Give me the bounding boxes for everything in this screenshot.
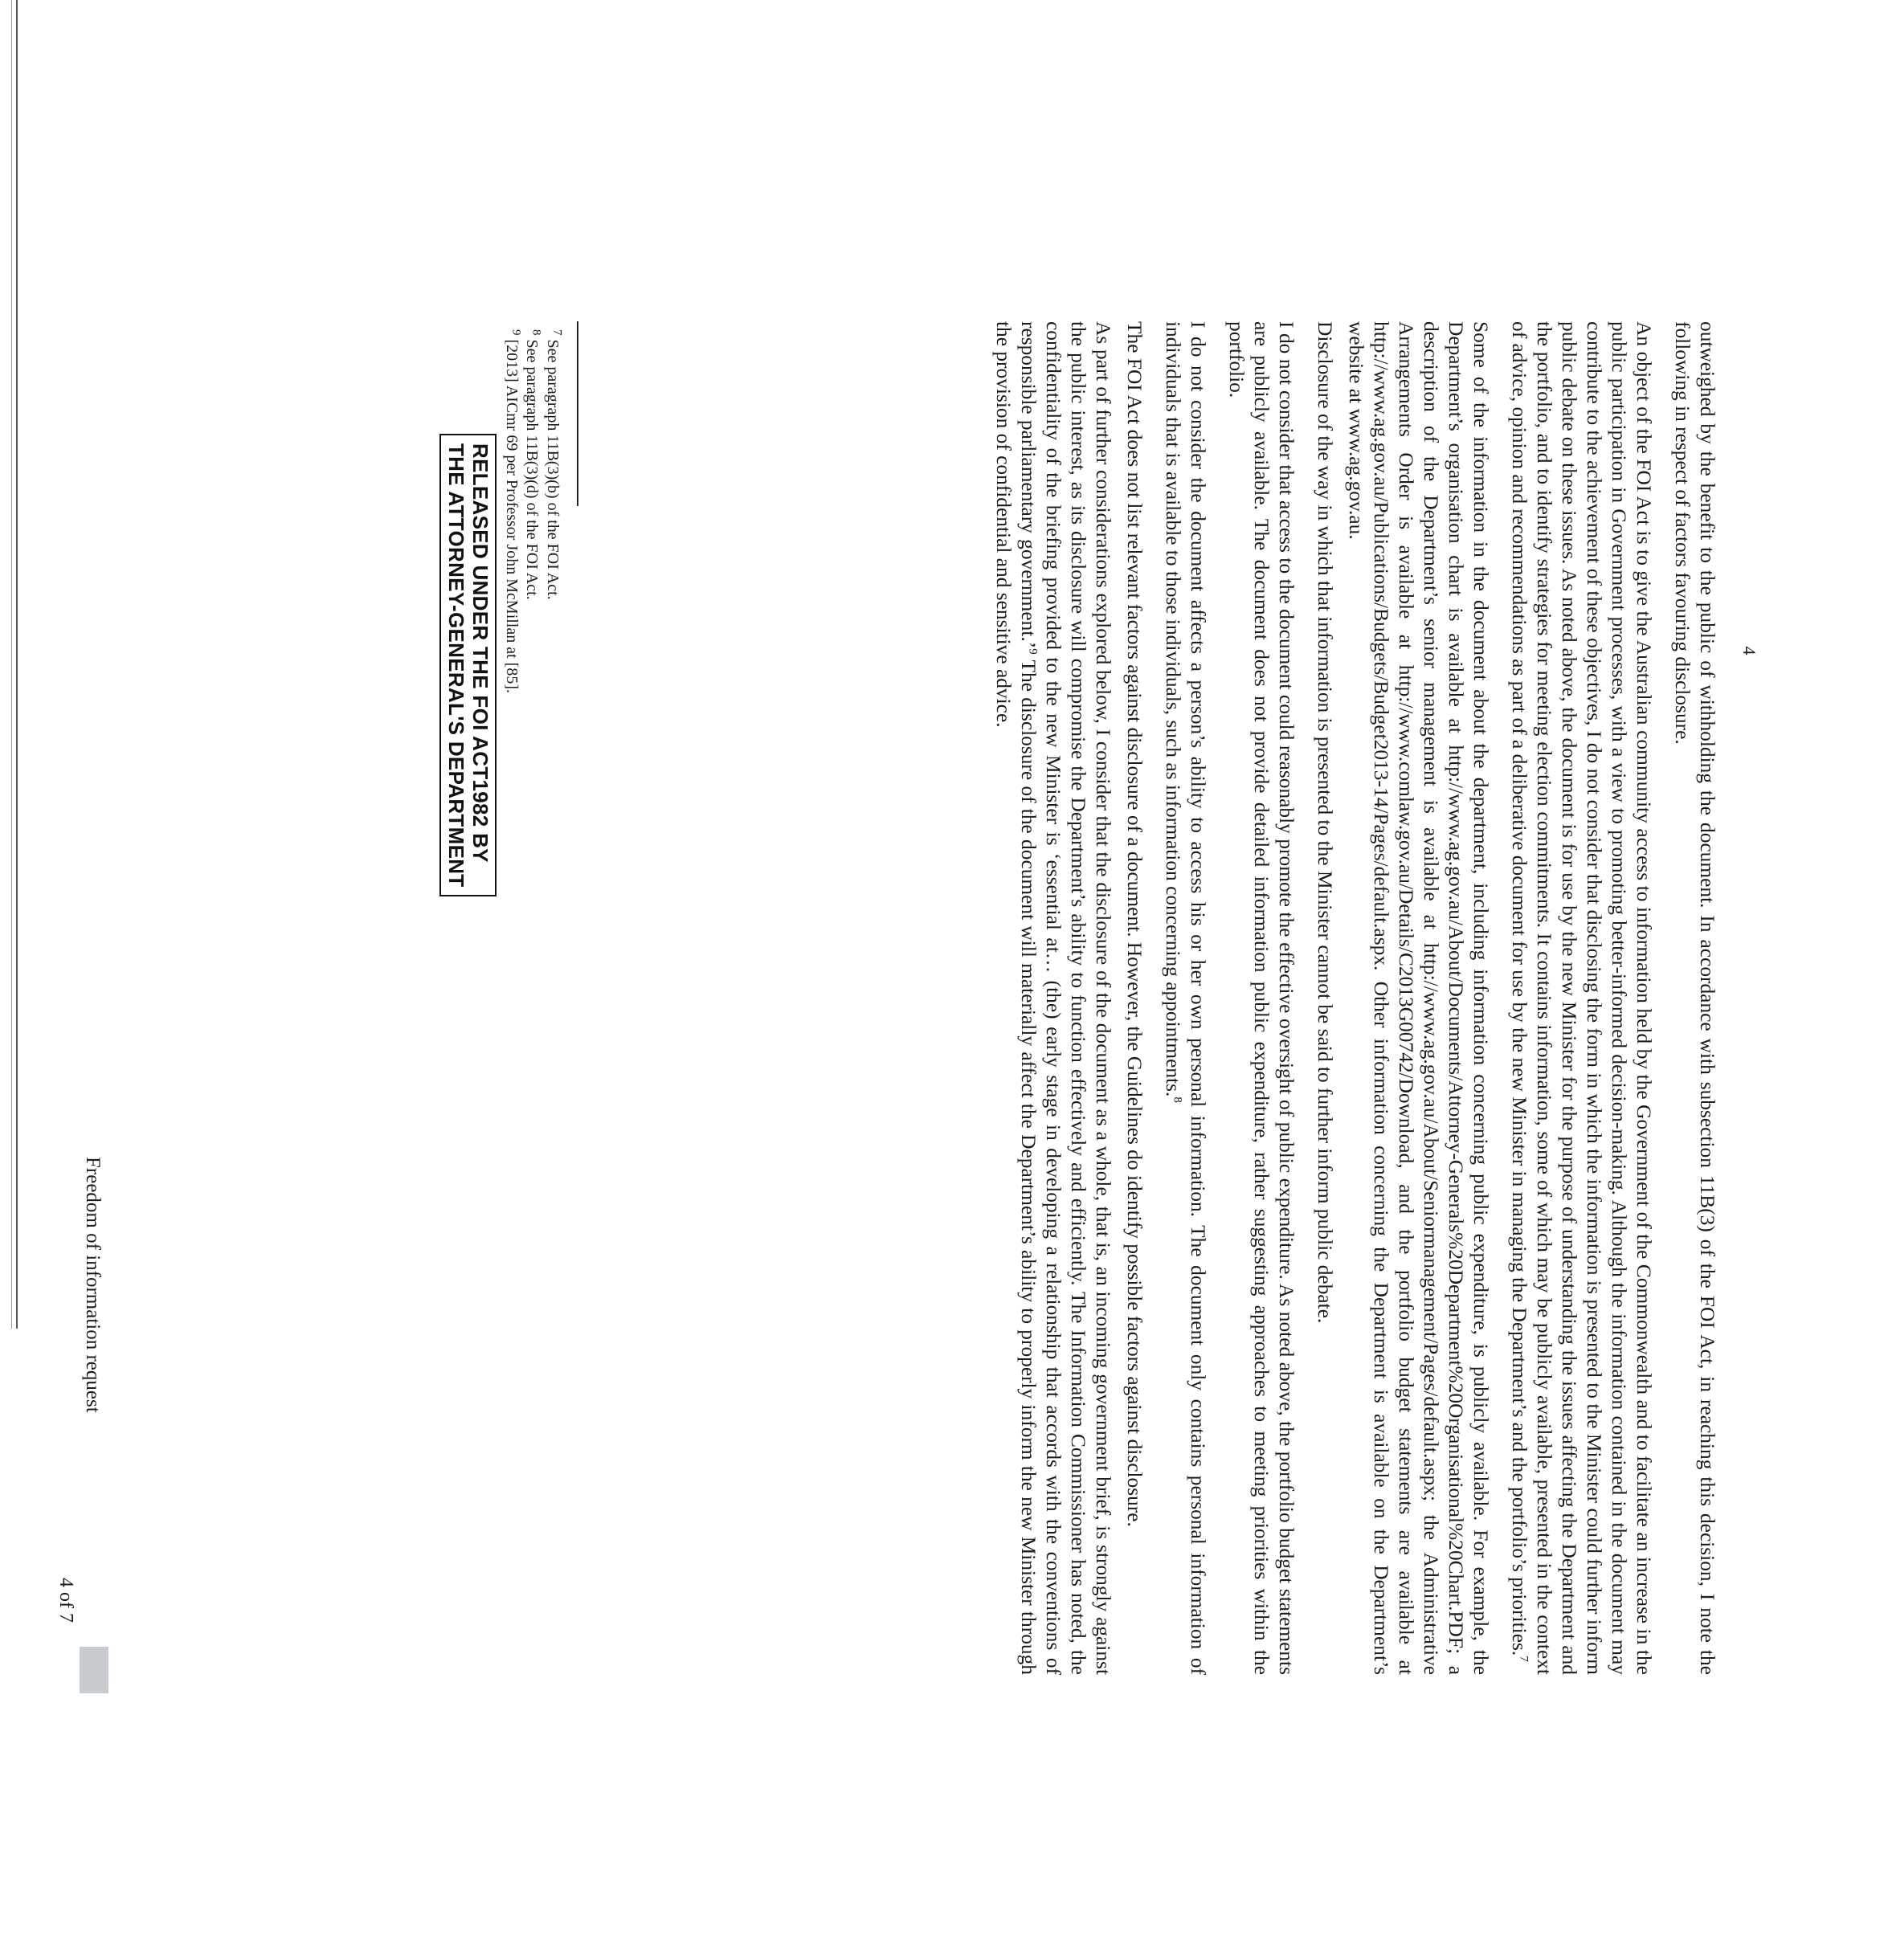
scan-edge-line (11, 0, 12, 1329)
page-number: 4 (1739, 646, 1759, 655)
foi-request-label: Freedom of information request (82, 1157, 104, 1413)
footnote-ref[interactable]: 8 (1171, 1096, 1184, 1103)
footnote-ref[interactable]: 7 (1517, 1656, 1531, 1662)
footnotes (501, 329, 562, 972)
paragraph: outweighed by the benefit to the public of withholding the document. In accordance with subsection 11B(3) of the FOI Act, in reaching this decision, I note the following in respect of factors favouring disclosure. (1671, 321, 1719, 1675)
body-text (977, 321, 1719, 1675)
paragraph: I do not consider the document affects a person’s ability to access his or her own personal information. The document only contains personal information of individuals that is available to those individuals, such as information concerning appointments.$^8$ (1162, 321, 1210, 1675)
paragraph: The FOI Act does not list relevant factors against disclosure of a document. However, the Guidelines do identify possible factors against disclosure. (1123, 321, 1146, 1527)
footnote-ref[interactable]: 9 (1026, 648, 1040, 655)
paragraph: Disclosure of the way in which that information is presented to the Minister cannot be said to further inform public debate. (1314, 321, 1337, 1324)
footnote: $^9$ [2013] AICmr 69 per Professor John McMillan at [85]. (502, 329, 523, 693)
paragraph: Some of the information in the document about the department, including information concerning public expenditure, is publicly available. For example, the Department’s organisation chart is available at http://www.ag.gov.au/About/Documents/Attorney-Generals%20Department%20Organisational%20Chart.PDF; a description of the Department’s senior management is available at http://www.ag.gov.au/About/Seniormanagement/Pages/default.aspx; the Administrative Arrangements Order is available at http://www.comlaw.gov.au/Details/C2013G00742/Download, and the portfolio budget statements are available at http://www.ag.gov.au/Publications/Budgets/Budget2013-14/Pages/default.aspx. Other information concerning the Department is available on the Department’s website at www.ag.gov.au. (1345, 321, 1493, 1675)
paragraph: An object of the FOI Act is to give the Australian community access to information held by the Government of the Commonwealth and to facilitate an increase in the public participation in Government processes, with a view to promoting better-informed decision-making. Although the information contained in the document may contribute to the achievement of these objectives, I do not consider that disclosing the form in which the information is presented to the Minister could further inform public debate on these issues. As noted above, the document is for use by the new Minister for the purpose of understanding the issues affecting the Department and the portfolio, and to identify strategies for meeting election commitments. It contains information, some of which may be publicly available, presented in the context of advice, opinion and recommendations as part of a deliberative document for use by the new Minister in managing the Department’s and the portfolio’s priorities.$^7$ (1508, 321, 1656, 1675)
foi-release-stamp: RELEASED UNDER THE FOI ACT1982 BY THE ATTORNEY-GENERAL'S DEPARTMENT (439, 434, 497, 896)
footnote: $^7$ See paragraph 11B(3)(b) of the FOI Act. (544, 329, 564, 600)
footnote-divider (577, 321, 578, 506)
footnote: $^8$ See paragraph 11B(3)(d) of the FOI Act. (523, 329, 544, 600)
redaction-shade (80, 1647, 108, 1693)
scan-edge-line (16, 0, 18, 1329)
page-count: 4 of 7 (55, 1578, 76, 1623)
paragraph: As part of further considerations explored below, I consider that the disclosure of the document as a whole, that is, an incoming government brief, is strongly against the public interest, as its disclosure will compromise the Department’s ability to function effectively and efficiently. The Information Commissioner has noted, the confidentiality of the briefing provided to the new Minister is ‘essential at… (the) early stage in developing a relationship that accords with the conventions of responsible parliamentary government.’$^9$ The disclosure of the document will materially affect the Department’s ability to properly inform the new Minister through the provision of confidential and sensitive advice. (992, 321, 1115, 1675)
paragraph: I do not consider that access to the document could reasonably promote the effective oversight of public expenditure. As noted above, the portfolio budget statements are publicly available. The document does not provide detailed information public expenditure, rather suggesting approaches to meeting priorities within the portfolio. (1225, 321, 1298, 1675)
